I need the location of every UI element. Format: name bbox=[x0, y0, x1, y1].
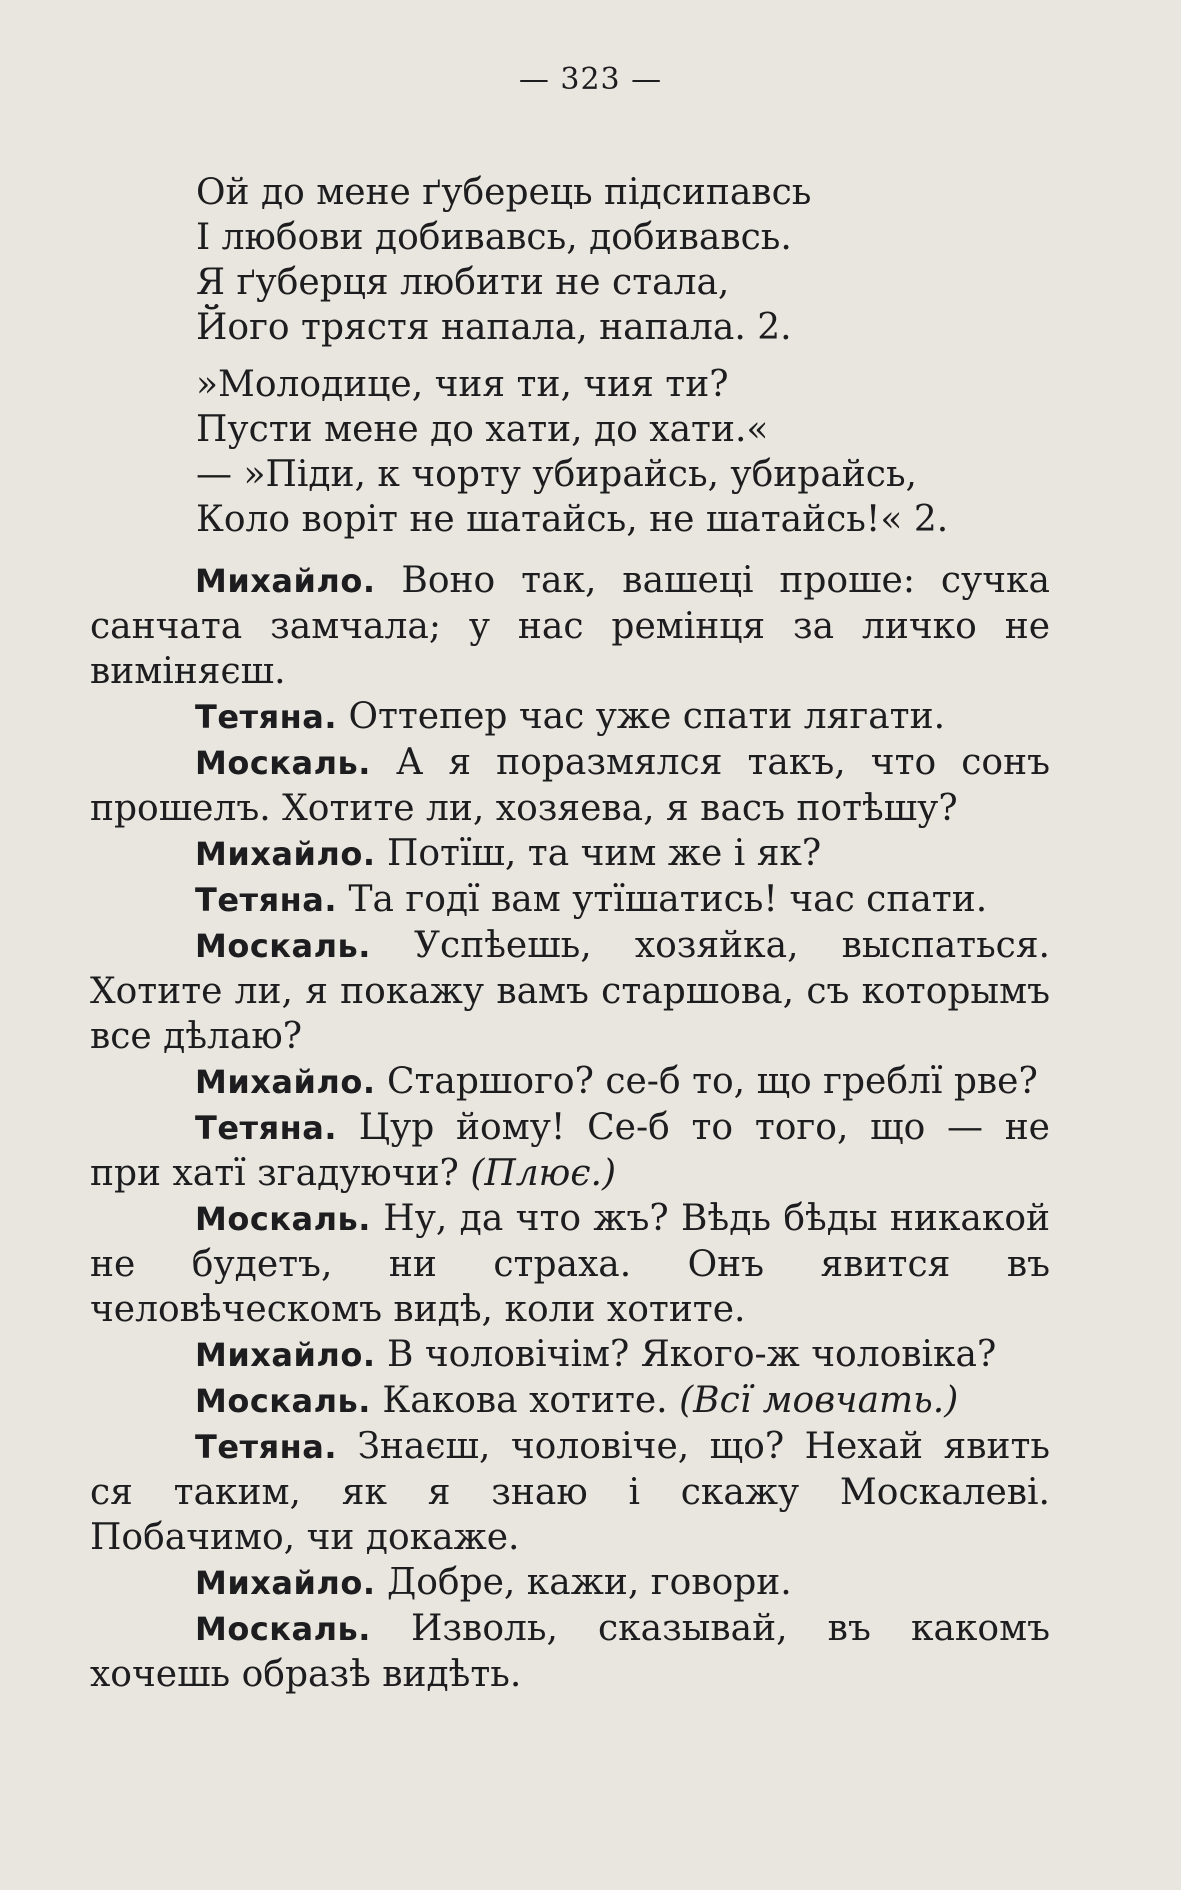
speaker-name: Москаль. bbox=[195, 1610, 371, 1648]
speaker-name: Москаль. bbox=[195, 927, 371, 965]
dialogue-line bbox=[90, 1560, 1050, 1606]
speaker-name: Михайло. bbox=[195, 1063, 376, 1101]
verse-line: І любови добивавсь, добивавсь. bbox=[196, 217, 792, 258]
stage-direction: (Плює.) bbox=[470, 1153, 617, 1194]
verse-line: Я ґуберця любити не стала, bbox=[196, 262, 730, 303]
page-number: — 323 — bbox=[518, 62, 663, 97]
speaker-name: Тетяна. bbox=[195, 698, 337, 736]
speech-text: Та годї вам утїшатись! час спати. bbox=[348, 879, 988, 920]
stage-direction: (Всї мовчать.) bbox=[679, 1380, 959, 1421]
speaker-name: Михайло. bbox=[195, 562, 376, 600]
speaker-name: Москаль. bbox=[195, 1382, 371, 1420]
speaker-name: Москаль. bbox=[195, 744, 371, 782]
song-stanza-1 bbox=[196, 170, 1076, 350]
speaker-name: Тетяна. bbox=[195, 1109, 337, 1147]
verse-line: — »Піди, к чорту убирайсь, убирайсь, bbox=[196, 454, 917, 495]
verse-line: »Молодице, чия ти, чия ти? bbox=[196, 364, 729, 405]
speech-text: В чоловічім? Якого-ж чоловіка? bbox=[386, 1334, 997, 1375]
speaker-name: Тетяна. bbox=[195, 881, 337, 919]
dialogue-line bbox=[90, 1196, 1050, 1332]
verse-line: Його трястя напала, напала. 2. bbox=[196, 307, 792, 348]
speech-text: Воно так, вашеці проше: сучка санчата замчала; у нас ремінця за личко не виміняєш. bbox=[90, 560, 1050, 692]
verse-line: Пусти мене до хати, до хати.« bbox=[196, 409, 769, 450]
speech-text: Знаєш, чоловіче, що? Нехай явить ся таким, як я знаю і скажу Москалеві. Побачимо, чи докаже. bbox=[90, 1426, 1050, 1558]
dialogue-line bbox=[90, 1105, 1050, 1196]
dialogue-line bbox=[90, 1424, 1050, 1560]
speaker-name: Михайло. bbox=[195, 1336, 376, 1374]
dialogue-line bbox=[90, 1332, 1050, 1378]
verse-line: Коло воріт не шатайсь, не шатайсь!« 2. bbox=[196, 499, 949, 540]
dialogue-line bbox=[90, 1378, 1050, 1424]
dialogue-line bbox=[90, 923, 1050, 1059]
speaker-name: Москаль. bbox=[195, 1200, 371, 1238]
speech-text: Ну, да что жъ? Вѣдь бѣды никакой не будетъ, ни страха. Онъ явится въ человѣческомъ видѣ, коли хотите. bbox=[90, 1198, 1050, 1330]
speech-text: Цур йому! Се-б то того, що — не при хатї згадуючи? bbox=[90, 1107, 1050, 1194]
dialogue bbox=[90, 558, 1050, 1697]
dialogue-line bbox=[90, 1059, 1050, 1105]
song-stanza-2 bbox=[196, 362, 1076, 542]
speech-text: Какова хотите. bbox=[382, 1380, 668, 1421]
speech-text: Успѣешь, хозяйка, выспаться. Хотите ли, я покажу вамъ старшова, съ которымъ все дѣлаю? bbox=[90, 925, 1050, 1057]
speech-text: Старшого? се-б то, що греблї рве? bbox=[386, 1061, 1038, 1102]
speaker-name: Тетяна. bbox=[195, 1428, 337, 1466]
speech-text: Добре, кажи, говори. bbox=[386, 1562, 792, 1603]
dialogue-line bbox=[90, 877, 1050, 923]
speech-text: Оттепер час уже спати лягати. bbox=[348, 696, 946, 737]
dialogue-line bbox=[90, 740, 1050, 831]
speech-text: Изволь, сказывай, въ какомъ хочешь образѣ видѣть. bbox=[90, 1608, 1050, 1695]
dialogue-line bbox=[90, 558, 1050, 694]
dialogue-line bbox=[90, 694, 1050, 740]
verse-line: Ой до мене ґуберець підсипавсь bbox=[196, 172, 812, 213]
speaker-name: Михайло. bbox=[195, 1564, 376, 1602]
dialogue-line bbox=[90, 1606, 1050, 1697]
speech-text: А я поразмялся такъ, что сонъ прошелъ. Хотите ли, хозяева, я васъ потѣшу? bbox=[90, 742, 1050, 829]
speech-text: Потїш, та чим же і як? bbox=[386, 833, 822, 874]
speaker-name: Михайло. bbox=[195, 835, 376, 873]
dialogue-line bbox=[90, 831, 1050, 877]
